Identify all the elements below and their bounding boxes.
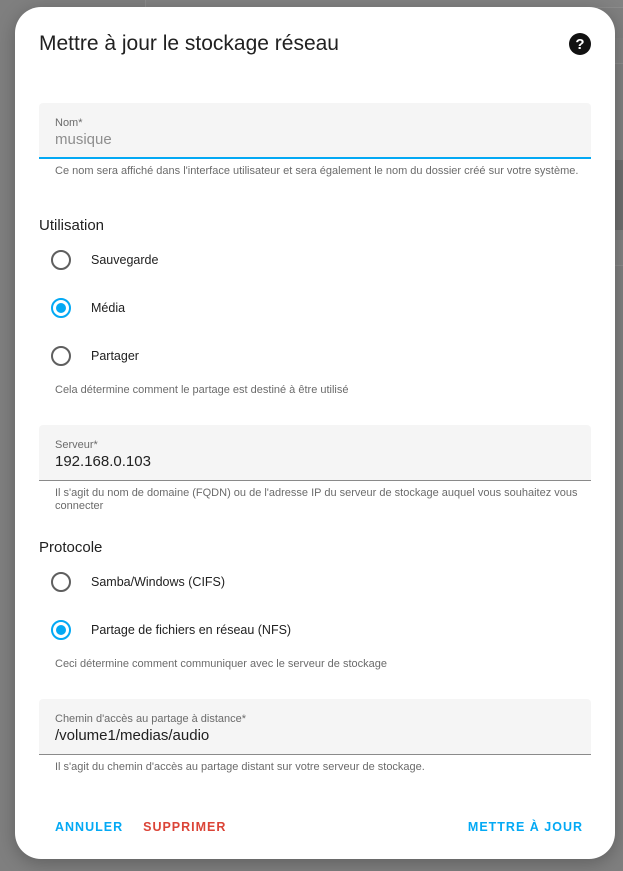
server-field-helper: Il s'agit du nom de domaine (FQDN) ou de l'adresse IP du serveur de stockage auquel vous souhaitez vous connecter [55,487,578,512]
dialog-actions [39,817,591,837]
server-field-value[interactable]: 192.168.0.103 [55,453,151,470]
radio-protocol-nfs[interactable] [51,617,291,643]
radio-label: Samba/Windows (CIFS) [91,575,226,589]
dialog-title: Mettre à jour le stockage réseau [39,32,339,55]
help-icon[interactable]: ? [569,33,591,55]
server-field-label: Serveur* [55,439,98,451]
usage-helper: Cela détermine comment le partage est destiné à être utilisé [55,384,349,396]
name-field-helper: Ce nom sera affiché dans l'interface utilisateur et sera également le nom du dossier créé sur votre système. [55,165,579,177]
protocol-section-title: Protocole [39,539,103,556]
radio-label: Partager [91,349,139,363]
remote-path-field[interactable] [39,699,591,755]
cancel-button[interactable]: ANNULER [55,820,124,834]
name-field-label: Nom* [55,117,83,129]
radio-label: Sauvegarde [91,253,159,267]
radio-button[interactable] [51,620,71,640]
radio-button[interactable] [51,572,71,592]
name-field-value[interactable]: musique [55,131,112,148]
update-network-storage-dialog [15,7,615,859]
name-field[interactable] [39,103,591,159]
remote-path-helper: Il s'agit du chemin d'accès au partage distant sur votre serveur de stockage. [55,761,425,773]
radio-button[interactable] [51,346,71,366]
server-field[interactable] [39,425,591,481]
radio-usage-backup[interactable] [51,247,158,273]
radio-protocol-cifs[interactable] [51,569,225,595]
radio-button[interactable] [51,298,71,318]
radio-usage-media[interactable] [51,295,125,321]
radio-usage-share[interactable] [51,343,139,369]
usage-section-title: Utilisation [39,217,105,234]
radio-label: Partage de fichiers en réseau (NFS) [91,623,292,637]
background-scrollbar [615,160,623,230]
radio-label: Média [91,301,126,315]
remote-path-field-label: Chemin d'accès au partage à distance* [55,713,247,725]
delete-button[interactable]: SUPPRIMER [143,820,227,834]
remote-path-field-value[interactable]: /volume1/medias/audio [55,727,210,744]
update-button[interactable]: METTRE À JOUR [467,820,583,834]
radio-button[interactable] [51,250,71,270]
dialog-header [39,29,591,59]
protocol-helper: Ceci détermine comment communiquer avec le serveur de stockage [55,658,387,670]
